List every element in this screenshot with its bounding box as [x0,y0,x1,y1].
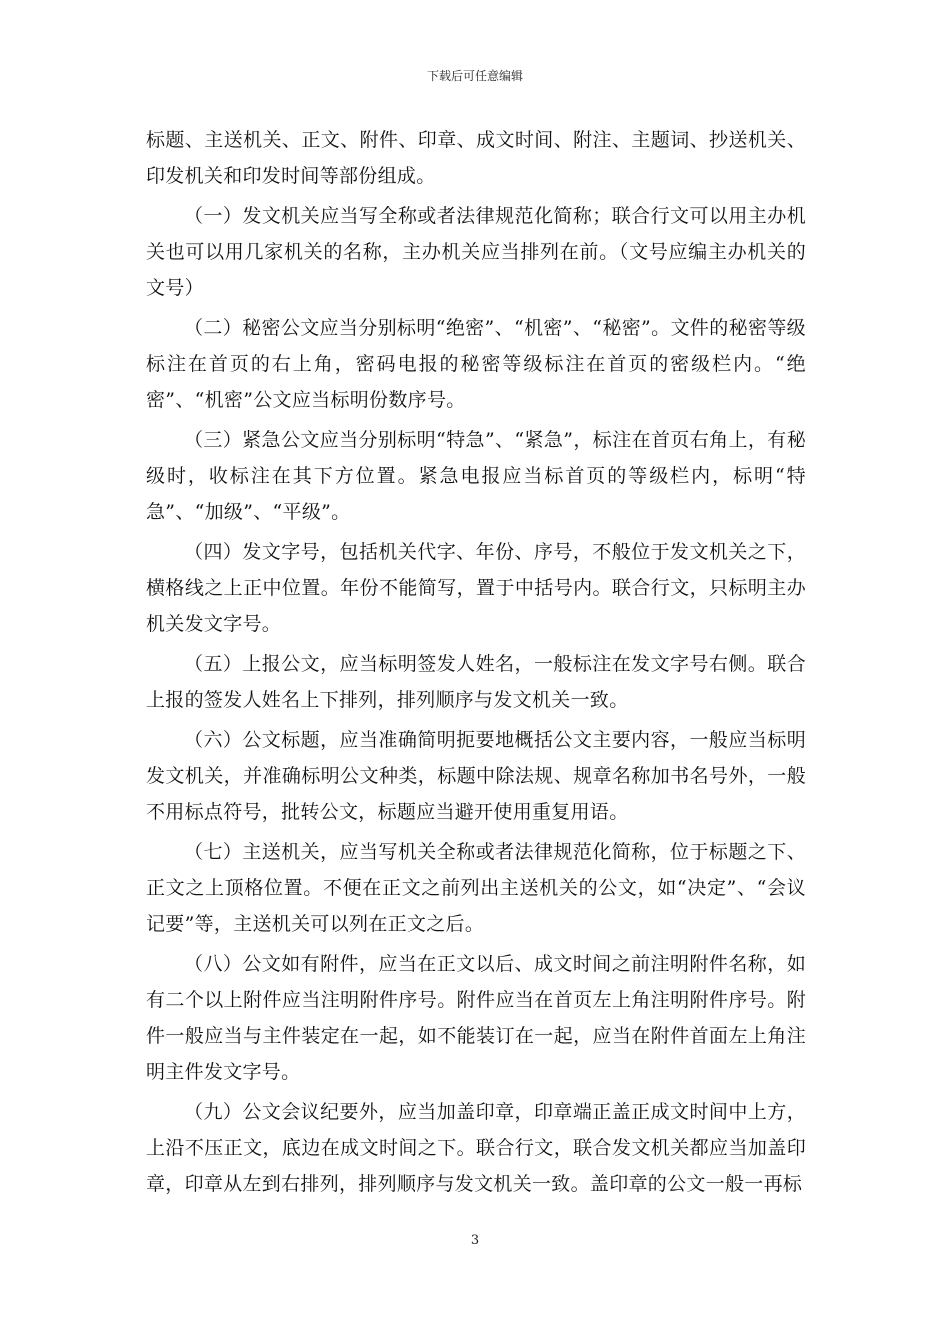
paragraph-item-9: （九）公文会议纪要外，应当加盖印章，印章端正盖正成文时间中上方，上沿不压正文，底边在成文时间之下。联合行文，联合发文机关都应当加盖印章，印章从左到右排列，排列顺序与发文机关一致。盖印章的公文一般一再标 [146,1101,806,1195]
paragraph-item-4: （四）发文字号，包括机关代字、年份、序号，不般位于发文机关之下，横格线之上正中位置。年份不能简写，置于中括号内。联合行文，只标明主办机关发文字号。 [146,541,806,635]
paragraph-continuation: 标题、主送机关、正文、附件、印章、成文时间、附注、主题词、抄送机关、印发机关和印发时间等部份组成。 [146,129,806,187]
paragraph-item-3: （三）紧急公文应当分别标明“特急”、“紧急”，标注在首页右角上，有秘级时，收标注在其下方位置。紧急电报应当标首页的等级栏内，标明“特急”、“加级”、“平级”。 [146,429,806,523]
document-body [146,122,806,1206]
page-number: 3 [470,1233,480,1248]
paragraph-item-1: （一）发文机关应当写全称或者法律规范化简称；联合行文可以用主办机关也可以用几家机关的名称，主办机关应当排列在前。（文号应编主办机关的文号） [146,205,806,299]
paragraph-item-6: （六）公文标题，应当准确简明扼要地概括公文主要内容，一般应当标明发文机关，并准确标明公文种类，标题中除法规、规章名称加书名号外，一般不用标点符号，批转公文，标题应当避开使用重复用语。 [146,729,806,823]
page-header: 下载后可任意编辑 [426,69,523,83]
paragraph-item-5: （五）上报公文，应当标明签发人姓名，一般标注在发文字号右侧。联合上报的签发人姓名上下排列，排列顺序与发文机关一致。 [146,653,806,711]
paragraph-item-8: （八）公文如有附件，应当在正文以后、成文时间之前注明附件名称，如有二个以上附件应当注明附件序号。附件应当在首页左上角注明附件序号。附件一般应当与主件装定在一起，如不能装订在一起，应当在附件首面左上角注明主件发文字号。 [146,953,806,1083]
paragraph-item-7: （七）主送机关，应当写机关全称或者法律规范化简称，位于标题之下、正文之上顶格位置。不便在正文之前列出主送机关的公文，如“决定”、“会议记要”等，主送机关可以列在正文之后。 [146,841,806,935]
paragraph-item-2: （二）秘密公文应当分别标明“绝密”、“机密”、“秘密”。文件的秘密等级标注在首页的右上角，密码电报的秘密等级标注在首页的密级栏内。“绝密”、“机密”公文应当标明份数序号。 [146,317,806,411]
